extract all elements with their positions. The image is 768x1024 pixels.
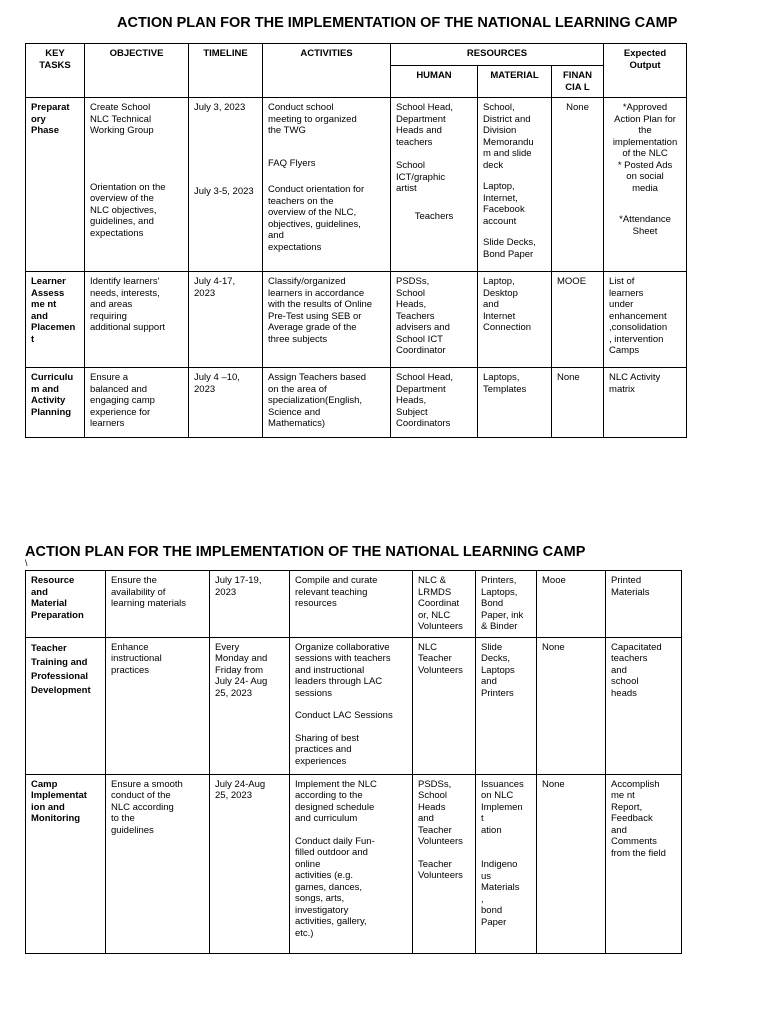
activity-text: Conduct daily Fun- filled outdoor and online activities (e.g. games, dances, songs, arts, investigatory activities, gallery, etc.) <box>295 835 375 939</box>
human-cell: NLC Teacher Volunteers <box>413 637 476 774</box>
page-title: ACTION PLAN FOR THE IMPLEMENTATION OF THE NATIONAL LEARNING CAMP <box>117 15 678 31</box>
action-plan-table <box>25 43 687 438</box>
table-row <box>26 98 687 272</box>
action-plan-table <box>25 570 682 954</box>
output-text: *Attendance Sheet <box>619 214 671 237</box>
output-cell: Printed Materials <box>606 571 682 638</box>
material-text: Laptop, Internet, Facebook account <box>483 181 525 227</box>
activity-text: Conduct LAC Sessions <box>295 710 393 721</box>
output-cell: Capacitated teachers and school heads <box>606 637 682 774</box>
financial-cell: None <box>537 774 606 953</box>
activities-cell: Assign Teachers based on the area of specialization(English, Science and Mathematics) <box>263 368 391 438</box>
material-text: Indigeno us Materials , bond Paper <box>481 859 520 928</box>
table-row <box>26 368 687 438</box>
objective-text: Orientation on the overview of the NLC objectives, guidelines, and expectations <box>90 181 166 239</box>
table-row <box>26 571 682 638</box>
activity-text: Sharing of best practices and experiences <box>295 732 359 767</box>
header-financial: FINAN CIA L <box>552 66 604 98</box>
material-cell <box>478 98 552 272</box>
table-row <box>26 272 687 368</box>
timeline-cell: July 4 –10, 2023 <box>189 368 263 438</box>
activity-text: Conduct orientation for teachers on the overview of the NLC, objectives, guidelines, and expectations <box>268 184 365 253</box>
objective-cell <box>85 98 189 272</box>
objective-cell: Ensure the availability of learning materials <box>106 571 210 638</box>
timeline-cell: July 4-17, 2023 <box>189 272 263 368</box>
timeline-cell <box>189 98 263 272</box>
activities-cell <box>290 774 413 953</box>
human-text: Teacher Volunteers <box>418 858 463 881</box>
material-cell <box>476 774 537 953</box>
material-text: Issuances on NLC Implemen t ation <box>481 778 524 836</box>
material-text: School, District and Division Memorandu m and slide deck <box>483 102 534 171</box>
human-text: PSDSs, School Heads and Teacher Volunteers <box>418 778 463 847</box>
header-timeline: TIMELINE <box>189 44 263 98</box>
human-text: School Head, Department Heads and teachers <box>396 102 454 148</box>
human-cell <box>413 774 476 953</box>
human-cell <box>391 98 478 272</box>
activity-text: Implement the NLC according to the designed schedule and curriculum <box>295 778 377 824</box>
material-cell: Laptop, Desktop and Internet Connection <box>478 272 552 368</box>
objective-text: Create School NLC Technical Working Group <box>90 102 154 136</box>
header-key-tasks: KEY TASKS <box>26 44 85 98</box>
material-cell: Laptops, Templates <box>478 368 552 438</box>
activities-cell <box>263 98 391 272</box>
activities-cell: Classify/organized learners in accordance with the results of Online Pre-Test using SEB or Average grade of the three subjects <box>263 272 391 368</box>
header-human: HUMAN <box>391 66 478 98</box>
human-cell: PSDSs, School Heads, Teachers advisers and School ICT Coordinator <box>391 272 478 368</box>
financial-cell: None <box>552 98 604 272</box>
timeline-text: July 3-5, 2023 <box>194 185 254 197</box>
activity-text: FAQ Flyers <box>268 157 316 169</box>
header-expected-output: Expected Output <box>604 44 687 98</box>
key-task-cell: Teacher Training and Professional Development <box>26 637 106 774</box>
page-title: ACTION PLAN FOR THE IMPLEMENTATION OF THE NATIONAL LEARNING CAMP <box>25 544 586 560</box>
key-task-cell: Resource and Material Preparation <box>26 571 106 638</box>
key-task-cell: Camp Implementat ion and Monitoring <box>26 774 106 953</box>
timeline-cell: Every Monday and Friday from July 24- Aug 25, 2023 <box>210 637 290 774</box>
financial-cell: Mooe <box>537 571 606 638</box>
activities-cell: Compile and curate relevant teaching resources <box>290 571 413 638</box>
activities-cell <box>290 637 413 774</box>
objective-cell: Enhance instructional practices <box>106 637 210 774</box>
stray-mark: \ <box>25 558 28 568</box>
header-resources: RESOURCES <box>391 44 604 66</box>
header-material: MATERIAL <box>478 66 552 98</box>
timeline-cell: July 24-Aug 25, 2023 <box>210 774 290 953</box>
financial-cell: None <box>552 368 604 438</box>
objective-cell: Identify learners' needs, interests, and areas requiring additional support <box>85 272 189 368</box>
activity-text: Organize collaborative sessions with teachers and instructional leaders through LAC sessions <box>295 641 391 699</box>
human-text: School ICT/graphic artist <box>396 160 446 194</box>
human-text: Teachers <box>414 210 454 222</box>
output-cell: NLC Activity matrix <box>604 368 687 438</box>
header-objective: OBJECTIVE <box>85 44 189 98</box>
activity-text: Conduct school meeting to organized the TWG <box>268 102 357 136</box>
key-task-cell: Preparat ory Phase <box>26 98 85 272</box>
key-task-cell: Learner Assess me nt and Placemen t <box>26 272 85 368</box>
objective-cell: Ensure a smooth conduct of the NLC according to the guidelines <box>106 774 210 953</box>
financial-cell: MOOE <box>552 272 604 368</box>
human-cell: NLC & LRMDS Coordinat or, NLC Volunteers <box>413 571 476 638</box>
table-row <box>26 774 682 953</box>
table-row <box>26 637 682 774</box>
objective-cell: Ensure a balanced and engaging camp experience for learners <box>85 368 189 438</box>
timeline-cell: July 17-19, 2023 <box>210 571 290 638</box>
header-activities: ACTIVITIES <box>263 44 391 98</box>
financial-cell: None <box>537 637 606 774</box>
material-cell: Printers, Laptops, Bond Paper, ink & Binder <box>476 571 537 638</box>
material-text: Slide Decks, Bond Paper <box>483 237 536 260</box>
material-cell: Slide Decks, Laptops and Printers <box>476 637 537 774</box>
output-cell: List of learners under enhancement ,consolidation , intervention Camps <box>604 272 687 368</box>
human-cell: School Head, Department Heads, Subject Coordinators <box>391 368 478 438</box>
output-cell: Accomplish me nt Report, Feedback and Comments from the field <box>606 774 682 953</box>
output-cell <box>604 98 687 272</box>
key-task-cell: Curriculu m and Activity Planning <box>26 368 85 438</box>
timeline-text: July 3, 2023 <box>194 102 246 113</box>
output-text: *Approved Action Plan for the implementation of the NLC * Posted Ads on social media <box>612 102 678 194</box>
